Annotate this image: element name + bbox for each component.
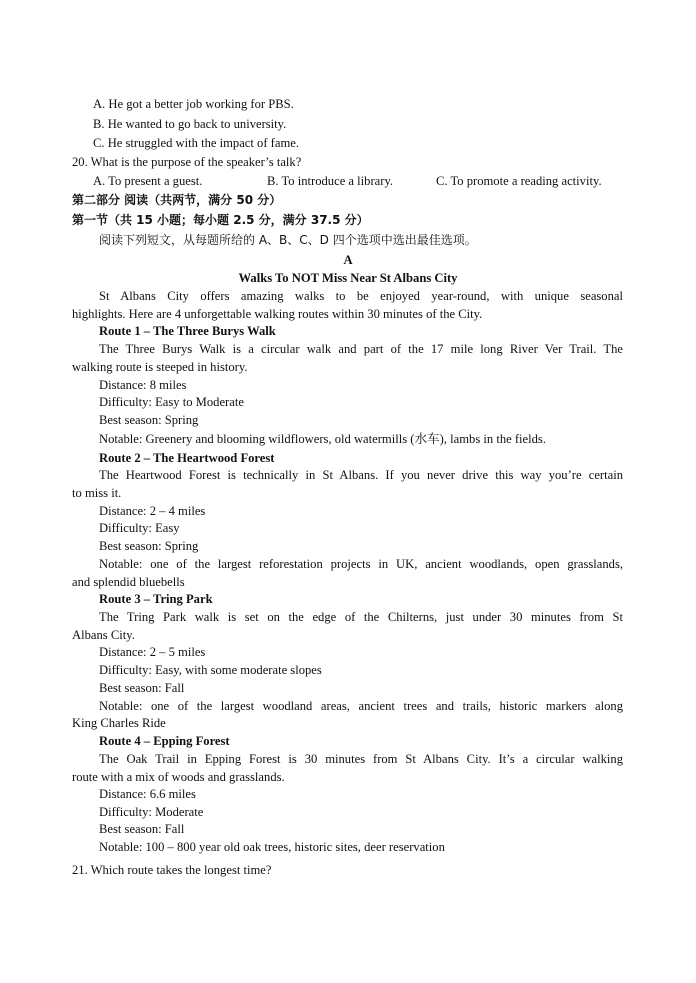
route-4-desc-1: The Oak Trail in Epping Forest is 30 minutes from St Albans City. It’s a circular walking <box>99 752 623 766</box>
route-3-heading: Route 3 – Tring Park <box>99 592 213 606</box>
route-1-difficulty: Difficulty: Easy to Moderate <box>99 395 244 409</box>
route-3-notable-1: Notable: one of the largest woodland areas, ancient trees and trails, historic markers along <box>99 699 623 713</box>
route-3-notable-2: King Charles Ride <box>72 716 166 730</box>
intro-line-1: St Albans City offers amazing walks to be enjoyed year-round, with unique seasonal <box>99 289 623 303</box>
route-1-desc-2: walking route is steeped in history. <box>72 360 248 374</box>
route-2-distance: Distance: 2 – 4 miles <box>99 504 206 518</box>
q19-option-b: B. He wanted to go back to university. <box>93 117 287 131</box>
route-2-notable-1: Notable: one of the largest reforestation projects in UK, ancient woodlands, open grasslands, <box>99 557 623 571</box>
section2-title: 第二部分 阅读（共两节，满分 50 分） <box>72 193 282 207</box>
part1-title: 第一节（共 15 小题；每小题 2.5 分，满分 37.5 分） <box>72 213 369 227</box>
route-4-distance: Distance: 6.6 miles <box>99 787 196 801</box>
route-1-season: Best season: Spring <box>99 413 199 427</box>
intro-line-2: highlights. Here are 4 unforgettable walking routes within 30 minutes of the City. <box>72 307 483 321</box>
route-2-season: Best season: Spring <box>99 539 199 553</box>
q20-option-b: B. To introduce a library. <box>267 174 394 188</box>
route-2-difficulty: Difficulty: Easy <box>99 521 180 535</box>
q20-option-a: A. To present a guest. <box>93 174 203 188</box>
route-3-desc-2: Albans City. <box>72 628 135 642</box>
route-2-desc-1: The Heartwood Forest is technically in St Albans. If you never drive this way you’re certain <box>99 468 623 482</box>
route-4-season: Best season: Fall <box>99 822 185 836</box>
route-1-distance: Distance: 8 miles <box>99 378 187 392</box>
route-1-notable: Notable: Greenery and blooming wildflowers, old watermills (水车), lambs in the fields. <box>99 432 546 446</box>
route-2-heading: Route 2 – The Heartwood Forest <box>99 451 275 465</box>
route-2-desc-2: to miss it. <box>72 486 122 500</box>
passage-title: Walks To NOT Miss Near St Albans City <box>238 271 458 285</box>
route-4-desc-2: route with a mix of woods and grasslands. <box>72 770 285 784</box>
route-4-notable: Notable: 100 – 800 year old oak trees, historic sites, deer reservation <box>99 840 445 854</box>
route-4-heading: Route 4 – Epping Forest <box>99 734 230 748</box>
route-3-distance: Distance: 2 – 5 miles <box>99 645 206 659</box>
q19-option-a: A. He got a better job working for PBS. <box>93 97 294 111</box>
route-1-heading: Route 1 – The Three Burys Walk <box>99 324 276 338</box>
q21-stem: 21. Which route takes the longest time? <box>72 863 272 877</box>
route-2-notable-2: and splendid bluebells <box>72 575 185 589</box>
instructions: 阅读下列短文，从每题所给的 A、B、C、D 四个选项中选出最佳选项。 <box>99 233 477 247</box>
route-3-desc-1: The Tring Park walk is set on the edge of the Chilterns, just under 30 minutes from St <box>99 610 623 624</box>
q20-option-c: C. To promote a reading activity. <box>436 174 602 188</box>
route-3-difficulty: Difficulty: Easy, with some moderate slopes <box>99 663 322 677</box>
passage-letter: A <box>343 253 353 267</box>
q20-stem: 20. What is the purpose of the speaker’s talk? <box>72 155 302 169</box>
route-1-desc-1: The Three Burys Walk is a circular walk and part of the 17 mile long River Ver Trail. The <box>99 342 623 356</box>
route-3-season: Best season: Fall <box>99 681 185 695</box>
route-4-difficulty: Difficulty: Moderate <box>99 805 204 819</box>
q19-option-c: C. He struggled with the impact of fame. <box>93 136 299 150</box>
